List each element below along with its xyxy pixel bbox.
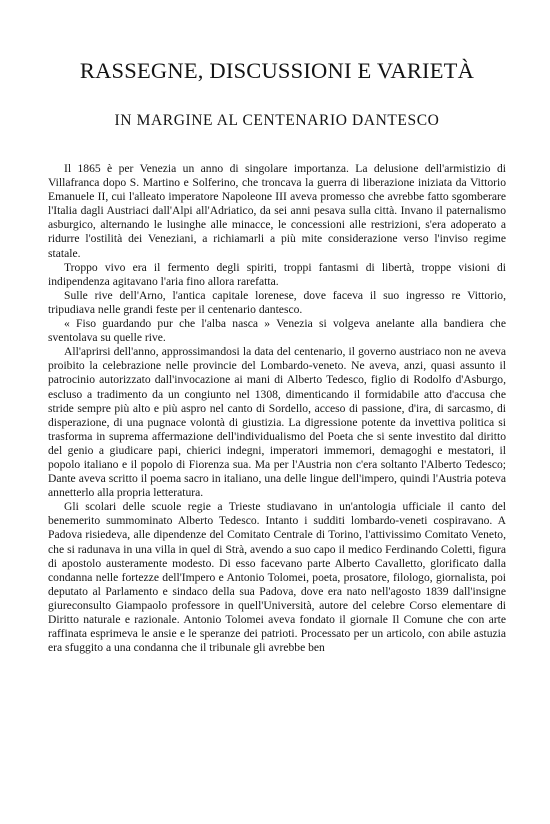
paragraph: Il 1865 è per Venezia un anno di singolare importanza. La delusione dell'armistizio di Villafranca dopo S. Martino e Solferino, che troncava la guerra di liberazione iniziata da Vittorio Emanuele II, cui l'alleato imperatore Napoleone III aveva promesso che avrebbe fatto sgomberare l'Italia dagli Austriaci dall'Alpi all'Adriatico, da sei anni pesava sulla città. Invano il paternalismo asburgico, alternando le lusinghe alle minacce, le concessioni alle restrizioni, s'era adoperato a ridurre l'ostilità dei Veneziani, a richiamarli a più mite considerazione verso l'inviso regime statale. xyxy=(48,162,506,260)
section-title: RASSEGNE, DISCUSSIONI E VARIETÀ xyxy=(79,58,475,83)
paragraph: All'aprirsi dell'anno, approssimandosi la data del centenario, il governo austriaco non ne aveva proibito la celebrazione nelle provincie del Lombardo-veneto. Ne aveva, anzi, quasi assunto il patrocinio autorizzato dall'invocazione ai mani di Alberto Tedesco, figlio di Rodolfo d'Asburgo, escluso a tradimento da un congiunto nel 1308, dimenticando il formidabile atto d'accusa che stride sempre più alto e più aspro nel canto di Sordello, acceso di passione, d'ira, di sarcasmo, di disperazione, di una pugnace volontà di giustizia. La digressione potente da invettiva politica si trasforma in suprema affermazione dell'individualismo del Poeta che si sente investito dal diritto del genio a giudicare papi, chierici indegni, imperatori immemori, demagoghi e mestatori, il popolo italiano e il popolo di Fiorenza sua. Ma per l'Austria non c'era soltanto l'Alberto Tedesco; Dante aveva scritto il poema sacro in italiano, una delle lingue dell'impero, quindi l'Austria poteva annetterlo alla propria letteratura. xyxy=(48,345,506,500)
paragraph: Sulle rive dell'Arno, l'antica capitale lorenese, dove faceva il suo ingresso re Vittorio, tripudiava nelle grandi feste per il centenario dantesco. xyxy=(48,288,506,316)
paragraph: « Fiso guardando pur che l'alba nasca » Venezia si volgeva anelante alla bandiera che sventolava su quelle rive. xyxy=(48,317,506,345)
paragraph: Gli scolari delle scuole regie a Trieste studiavano in un'antologia ufficiale il canto del benemerito summominato Alberto Tedesco. Intanto i sudditi lombardo-veneti cospiravano. A Padova risiedeva, alle dipendenze del Comitato Centrale di Torino, l'attivissimo Comitato Veneto, che si radunava in una villa in quel di Strà, avendo a suo capo il medico Ferdinando Coletti, figura di apostolo austeramente modesto. Di esso facevano parte Alberto Cavalletto, glorificato dalla condanna nelle fortezze dell'Impero e Antonio Tolomei, poeta, prosatore, filologo, giornalista, poi deputato al Parlamento e sindaco della sua Padova, dove era nato nell'agosto 1839 dall'insigne giureconsulto Giampaolo professore in quell'Università, autore del celebre Corso elementare di Diritto naturale e razionale. Antonio Tolomei aveva fondato il giornale Il Comune che con arte raffinata esprimeva le ansie e le speranze dei patrioti. Processato per un articolo, con abile astuzia era sfuggito a una condanna che il tribunale gli avrebbe ben xyxy=(48,500,506,655)
paragraph: Troppo vivo era il fermento degli spiriti, troppi fantasmi di libertà, troppe visioni di indipendenza agitavano l'aria fino allora rarefatta. xyxy=(48,260,506,288)
article-body xyxy=(48,162,506,655)
article-title: IN MARGINE AL CENTENARIO DANTESCO xyxy=(114,112,440,129)
